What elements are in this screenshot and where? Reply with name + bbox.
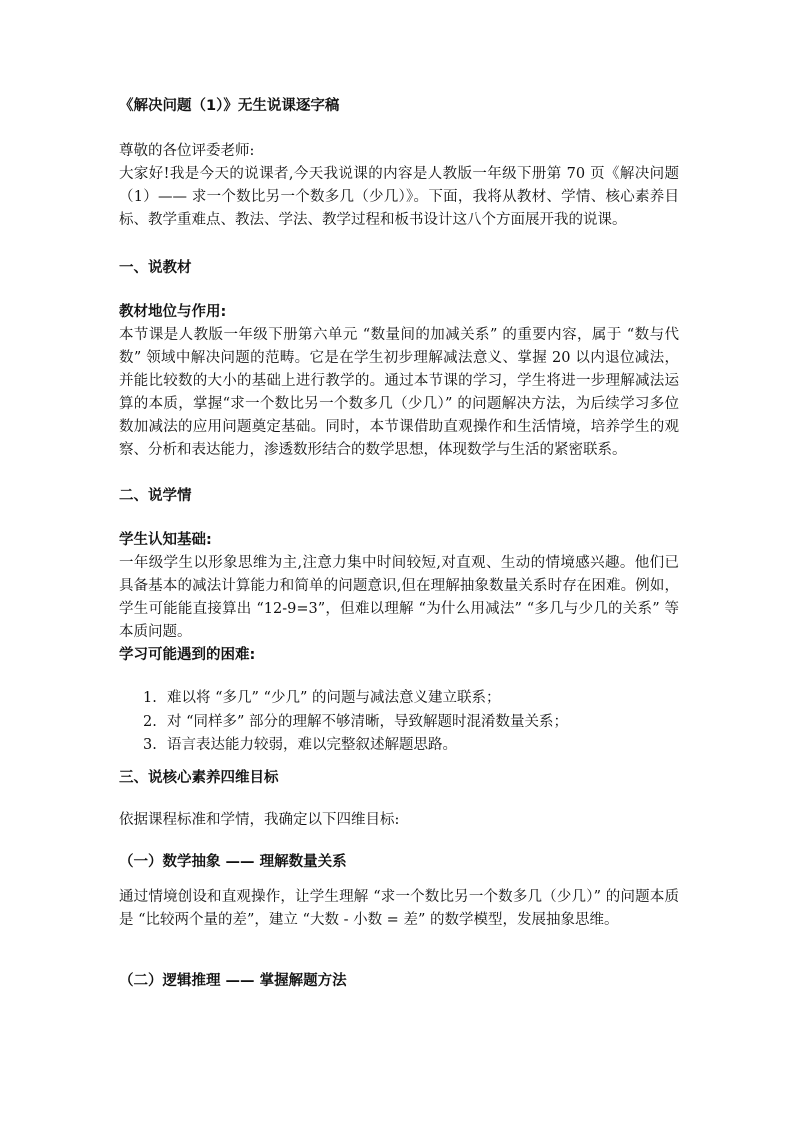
list-item-text: 难以将 “多几” “少几” 的问题与减法意义建立联系； — [167, 690, 501, 706]
greeting: 尊敬的各位评委老师: — [119, 143, 255, 159]
section3-heading: 三、说核心素养四维目标 — [119, 770, 279, 786]
list-item — [143, 711, 663, 735]
document-title: 《解决问题（1）》无生说课逐字稿 — [119, 98, 340, 114]
section2-heading: 二、说学情 — [119, 488, 192, 504]
section1-heading: 一、说教材 — [119, 260, 192, 276]
section2-body: 一年级学生以形象思维为主,注意力集中时间较短,对直观、生动的情境感兴趣。他们已具备基本的减法计算能力和简单的问题意识,但在理解抽象数量关系时存在困难。例如，学生可能能直接算出 “12-9=3”，但难以理解 “为什么用减法” “多几与少几的关系” 等本质问题。 — [119, 555, 679, 640]
list-item-number: 2. — [143, 713, 157, 730]
list-item — [143, 734, 663, 758]
list-item-number: 3. — [143, 737, 157, 753]
goal1-heading: （一）数学抽象 —— 理解数量关系 — [119, 854, 347, 870]
list-item — [143, 687, 663, 711]
section2-subheading-difficulties: 学习可能遇到的困难: — [119, 647, 256, 663]
list-item-text: 语言表达能力较弱，难以完整叙述解题思路。 — [167, 737, 457, 753]
section1-subheading: 教材地位与作用: — [119, 304, 227, 320]
difficulties-list — [143, 687, 663, 758]
list-item-number: 1. — [143, 690, 157, 706]
list-item-text: 对 “同样多” 部分的理解不够清晰，导致解题时混淆数量关系； — [167, 713, 569, 730]
section3-intro: 依据课程标准和学情，我确定以下四维目标: — [119, 812, 400, 828]
intro-paragraph: 大家好!我是今天的说课者,今天我说课的内容是人教版一年级下册第 70 页《解决问题（1）—— 求一个数比另一个数多几（少几）》。下面，我将从教材、学情、核心素养目标、教学重难点、教法、学法、教学过程和板书设计这八个方面展开我的说课。 — [119, 166, 679, 228]
goal1-body: 通过情境创设和直观操作，让学生理解 “求一个数比另一个数多几（少几）” 的问题本质是 “比较两个量的差”，建立 “大数 - 小数 = 差” 的数学模型，发展抽象思维。 — [119, 889, 679, 928]
goal2-heading: （二）逻辑推理 —— 掌握解题方法 — [119, 973, 347, 989]
section2-subheading-cognition: 学生认知基础: — [119, 532, 212, 548]
section1-body: 本节课是人教版一年级下册第六单元 “数量间的加减关系” 的重要内容，属于 “数与代数” 领域中解决问题的范畴。它是在学生初步理解减法意义、掌握 20 以内退位减法，并能比较数的大小的基础上进行教学的。通过本节课的学习，学生将进一步理解减法运算的本质，掌握“求一个数比另一个数多几（少几）” 的问题解决方法，为后续学习多位数加减法的应用问题奠定基础。同时，本节课借助直观操作和生活情境，培养学生的观察、分析和表达能力，渗透数形结合的数学思想，体现数学与生活的紧密联系。 — [119, 327, 679, 458]
